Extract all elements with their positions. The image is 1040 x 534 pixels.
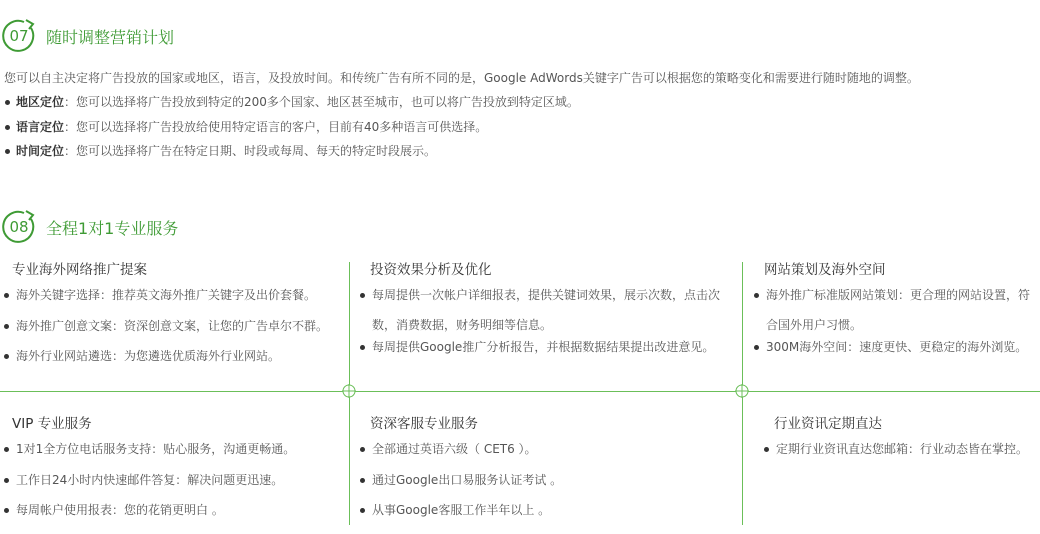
bullet-icon: [4, 293, 9, 298]
list-item: [2, 319, 347, 350]
bullet-icon: [5, 100, 10, 105]
service-title: 网站策划及海外空间: [764, 262, 886, 278]
list-item: [752, 340, 1040, 371]
list-item: [2, 473, 347, 504]
list-item: [2, 503, 347, 534]
list-item-text: 每周提供Google推广分析报告，并根据数据结果提出改进意见。: [372, 340, 715, 354]
grid-node-icon: [735, 384, 749, 398]
service-title: 投资效果分析及优化: [370, 262, 492, 278]
list-item-text: 海外推广标准版网站策划：更合理的网站设置，符合国外用户习惯。: [766, 288, 1031, 332]
list-item-text: 海外关键字选择：推荐英文海外推广关键字及出价套餐。: [16, 288, 317, 302]
section-08-title: 全程1对1专业服务: [46, 218, 179, 238]
list-item: [2, 442, 347, 473]
bullet-icon: [360, 508, 365, 513]
section-07-number: 07: [9, 27, 29, 45]
section-08-badge: [2, 210, 36, 244]
service-cell: [2, 415, 347, 534]
feature-desc: ：您可以选择将广告投放到特定的200多个国家、地区甚至城市，也可以将广告投放到特定区域。: [64, 95, 579, 109]
bullet-icon: [4, 447, 9, 452]
list-item: [2, 288, 347, 319]
feature-list: [0, 94, 579, 168]
feature-term: 语言定位: [16, 119, 65, 134]
list-item: [358, 442, 740, 473]
service-cell: [2, 261, 347, 380]
list-item: [752, 280, 1040, 340]
service-list: [752, 280, 1040, 371]
section-07-badge: [2, 19, 36, 53]
list-item: [358, 503, 740, 534]
section-08-number: 08: [9, 218, 29, 236]
bullet-icon: [360, 345, 365, 350]
list-item-text: 工作日24小时内快速邮件答复：解决问题更迅速。: [16, 472, 284, 487]
list-item-text: 1对1全方位电话服务支持：贴心服务，沟通更畅通。: [16, 442, 296, 456]
grid-node-icon: [342, 384, 356, 398]
service-cell: [358, 415, 740, 534]
feature-term: 地区定位: [16, 95, 65, 109]
section-07-intro: 您可以自主决定将广告投放的国家或地区，语言，及投放时间。和传统广告有所不同的是，Google AdWords关键字广告可以根据您的策略变化和需要进行随时随地的调整。: [4, 71, 919, 85]
service-title: 专业海外网络推广提案: [12, 262, 147, 278]
list-item-text: 每周帐户使用报表：您的花销更明白 。: [16, 503, 224, 517]
list-item: [358, 280, 720, 340]
service-title: 行业资讯定期直达: [774, 416, 882, 432]
section-08-header: [2, 208, 178, 246]
list-item-text: 海外行业网站遴选：为您遴选优质海外行业网站。: [16, 349, 281, 363]
list-item-text: 300M海外空间：速度更快、更稳定的海外浏览。: [766, 340, 1028, 354]
section-07-header: [2, 17, 174, 55]
bullet-icon: [764, 447, 769, 452]
service-cell: [752, 415, 1040, 473]
list-item-text: 从事Google客服工作半年以上 。: [372, 503, 551, 517]
list-item-text: 定期行业资讯直达您邮箱：行业动态皆在掌控。: [776, 442, 1029, 456]
service-list: [2, 288, 347, 380]
list-item: [2, 349, 347, 380]
bullet-icon: [360, 293, 365, 298]
bullet-icon: [4, 324, 9, 329]
feature-desc: ：您可以选择将广告在特定日期、时段或每周、每天的特定时段展示。: [64, 144, 437, 158]
list-item: [358, 473, 740, 504]
service-cell: [358, 261, 740, 371]
service-title: 资深客服专业服务: [370, 416, 478, 432]
list-item: [752, 442, 1040, 473]
service-cell: [752, 261, 1040, 371]
list-item-text: 通过Google出口易服务认证考试 。: [372, 472, 563, 487]
service-list: [358, 442, 740, 534]
bullet-icon: [4, 508, 9, 513]
bullet-icon: [5, 125, 10, 130]
list-item: [358, 340, 740, 371]
grid-divider-horizontal: [0, 391, 1040, 392]
bullet-icon: [754, 345, 759, 350]
service-list: [2, 442, 347, 534]
bullet-icon: [360, 447, 365, 452]
service-list: [752, 442, 1040, 473]
list-item-text: 海外推广创意文案：资深创意文案，让您的广告卓尔不群。: [16, 318, 329, 333]
section-07-title: 随时调整营销计划: [46, 27, 175, 47]
bullet-icon: [4, 354, 9, 359]
bullet-icon: [754, 293, 759, 298]
list-item: [0, 119, 579, 144]
service-title: VIP 专业服务: [12, 416, 92, 432]
list-item-text: 每周提供一次帐户详细报表，提供关键词效果，展示次数，点击次数，消费数据，财务明细等信息。: [372, 288, 721, 332]
bullet-icon: [5, 149, 10, 154]
bullet-icon: [4, 478, 9, 483]
list-item-text: 全部通过英语六级（ CET6 ）。: [372, 442, 537, 456]
list-item: [0, 143, 579, 168]
service-list: [358, 280, 740, 371]
feature-desc: ：您可以选择将广告投放给使用特定语言的客户，目前有40多种语言可供选择。: [64, 119, 488, 134]
list-item: [0, 94, 579, 119]
feature-term: 时间定位: [16, 144, 65, 158]
bullet-icon: [360, 478, 365, 483]
